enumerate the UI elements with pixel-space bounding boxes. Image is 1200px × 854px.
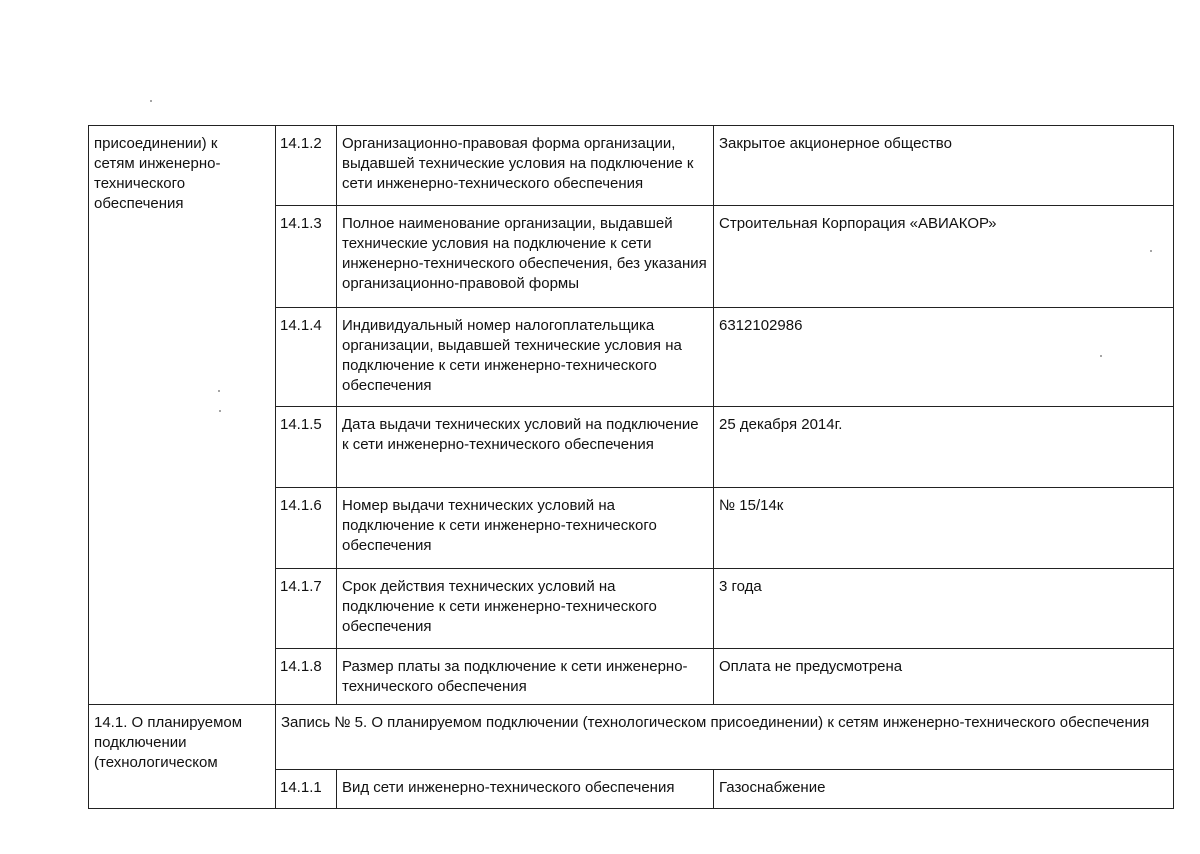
row-value: Оплата не предусмотрена — [714, 649, 1174, 705]
row-value: 25 декабря 2014г. — [714, 407, 1174, 488]
row-label: Организационно-правовая форма организации, выдавшей технические условия на подключение к сети инженерно-технического обеспечения — [337, 126, 714, 206]
table-row — [89, 705, 1174, 770]
next-section-label: 14.1. О планируемом подключении (технологическом — [89, 705, 276, 809]
row-number: 14.1.3 — [276, 206, 337, 308]
row-label: Полное наименование организации, выдавшей технические условия на подключение к сети инженерно-технического обеспечения, без указания организационно-правовой формы — [337, 206, 714, 308]
section-continued-label: присоединении) к сетям инженерно-технического обеспечения — [94, 135, 221, 212]
row-value: Закрытое акционерное общество — [714, 126, 1174, 206]
row-label: Индивидуальный номер налогоплательщика организации, выдавшей технические условия на подключение к сети инженерно-технического обеспечения — [337, 308, 714, 407]
scan-speck — [219, 410, 221, 412]
document-table — [88, 125, 1174, 809]
row-number: 14.1.7 — [276, 569, 337, 649]
row-number: 14.1.8 — [276, 649, 337, 705]
row-value: 3 года — [714, 569, 1174, 649]
table-row — [89, 126, 1174, 206]
row-label: Размер платы за подключение к сети инженерно-технического обеспечения — [337, 649, 714, 705]
row-number: 14.1.1 — [276, 770, 337, 809]
row-number: 14.1.5 — [276, 407, 337, 488]
scan-speck — [1100, 355, 1102, 357]
row-label: Номер выдачи технических условий на подключение к сети инженерно-технического обеспечения — [337, 488, 714, 569]
record-title: Запись № 5. О планируемом подключении (технологическом присоединении) к сетям инженерно-технического обеспечения — [276, 705, 1174, 770]
row-value: № 15/14к — [714, 488, 1174, 569]
row-label: Дата выдачи технических условий на подключение к сети инженерно-технического обеспечения — [337, 407, 714, 488]
scan-speck — [150, 100, 152, 102]
scan-speck — [218, 390, 220, 392]
row-label: Вид сети инженерно-технического обеспечения — [337, 770, 714, 809]
row-value: Строительная Корпорация «АВИАКОР» — [714, 206, 1174, 308]
scan-speck — [1150, 250, 1152, 252]
row-value: Газоснабжение — [714, 770, 1174, 809]
row-number: 14.1.4 — [276, 308, 337, 407]
row-number: 14.1.2 — [276, 126, 337, 206]
row-number: 14.1.6 — [276, 488, 337, 569]
row-value: 6312102986 — [714, 308, 1174, 407]
section-label-cell — [89, 126, 276, 705]
row-label: Срок действия технических условий на подключение к сети инженерно-технического обеспечения — [337, 569, 714, 649]
